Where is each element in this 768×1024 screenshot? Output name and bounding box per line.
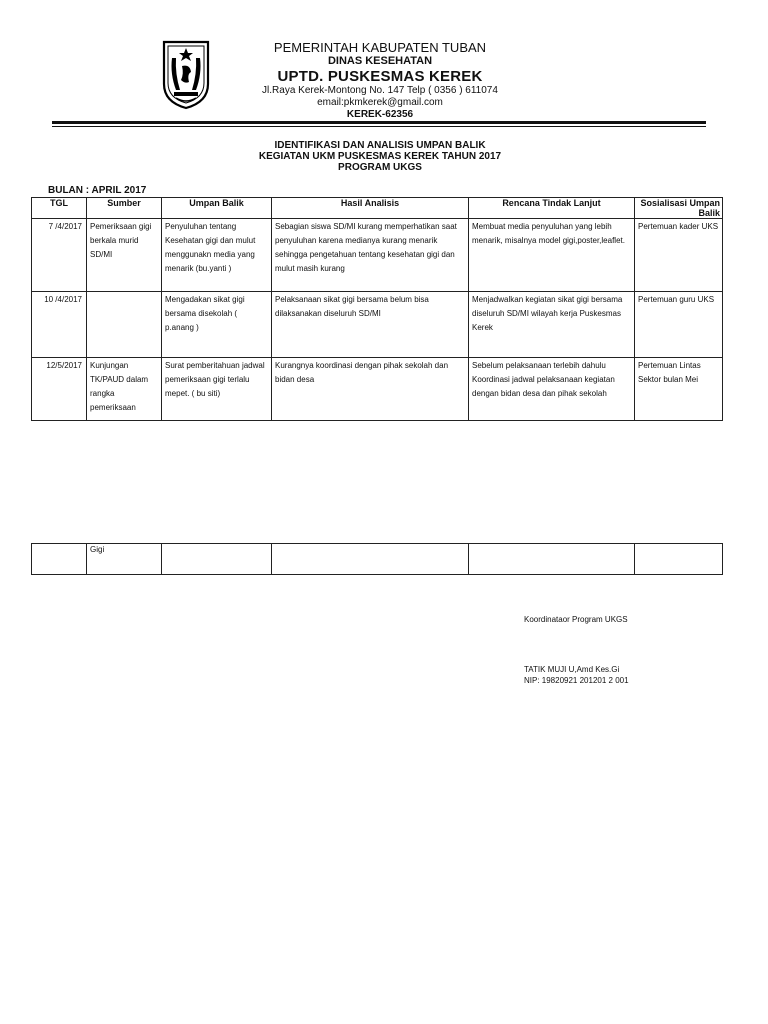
letterhead-divider-thin [52, 126, 706, 127]
table-row [32, 544, 723, 575]
cell-rencana-tindak-lanjut: Sebelum pelaksanaan terlebih dahulu Koordinasi jadwal pelaksanaan kegiatan dengan bidan desa dan pihak sekolah [469, 358, 635, 421]
cell-hasil-analisis [272, 544, 469, 575]
tuban-regency-crest-icon [160, 38, 212, 110]
cell-sumber [87, 292, 162, 358]
cell-sosialisasi [635, 544, 723, 575]
header-sosialisasi: Sosialisasi Umpan Balik [635, 198, 723, 219]
header-hasil-analisis: Hasil Analisis [272, 198, 469, 219]
document-title [150, 140, 610, 173]
title-line-2: KEGIATAN UKM PUSKESMAS KEREK TAHUN 2017 [258, 151, 502, 162]
title-line-1: IDENTIFIKASI DAN ANALISIS UMPAN BALIK [274, 140, 486, 151]
table-header-row [32, 198, 723, 219]
letterhead-department: DINAS KESEHATAN [327, 55, 433, 67]
cell-rencana-tindak-lanjut: Membuat media penyuluhan yang lebih menarik, misalnya model gigi,poster,leaflet. [469, 219, 635, 292]
letterhead-institution: UPTD. PUSKESMAS KEREK [277, 68, 483, 85]
letterhead-address: Jl.Raya Kerek-Montong No. 147 Telp ( 0356 ) 611074 [262, 85, 498, 96]
header-umpan-balik: Umpan Balik [162, 198, 272, 219]
cell-tgl: 12/5/2017 [32, 358, 87, 421]
cell-umpan-balik: Mengadakan sikat gigi bersama disekolah ( p.anang ) [162, 292, 272, 358]
cell-sumber: Gigi [87, 544, 162, 575]
cell-hasil-analisis: Pelaksanaan sikat gigi bersama belum bisa dilaksanakan diseluruh SD/MI [272, 292, 469, 358]
cell-sosialisasi: Pertemuan guru UKS [635, 292, 723, 358]
cell-hasil-analisis: Kurangnya koordinasi dengan pihak sekolah dan bidan desa [272, 358, 469, 421]
letterhead-postal: KEREK-62356 [346, 109, 414, 120]
header-rencana-tindak-lanjut: Rencana Tindak Lanjut [469, 198, 635, 219]
header-tgl: TGL [32, 198, 87, 219]
table-row [32, 358, 723, 421]
cell-rencana-tindak-lanjut: Menjadwalkan kegiatan sikat gigi bersama diseluruh SD/MI wilayah kerja Puskesmas Kerek [469, 292, 635, 358]
title-line-3: PROGRAM UKGS [338, 162, 422, 173]
table-row [32, 219, 723, 292]
letterhead-email: email:pkmkerek@gmail.com [317, 97, 443, 108]
cell-umpan-balik: Penyuluhan tentang Kesehatan gigi dan mulut menggunakn media yang menarik (bu.yanti ) [162, 219, 272, 292]
cell-umpan-balik [162, 544, 272, 575]
month-label: BULAN : APRIL 2017 [48, 185, 147, 196]
cell-sumber: Kunjungan TK/PAUD dalam rangka pemeriksaan [87, 358, 162, 421]
cell-tgl [32, 544, 87, 575]
letterhead [230, 40, 530, 121]
letterhead-divider-thick [52, 121, 706, 124]
signature-name: TATIK MUJI U,Amd Kes.Gi [524, 665, 620, 674]
table-row [32, 292, 723, 358]
cell-sosialisasi: Pertemuan Lintas Sektor bulan Mei [635, 358, 723, 421]
cell-tgl: 7 /4/2017 [32, 219, 87, 292]
header-sumber: Sumber [87, 198, 162, 219]
feedback-table [31, 197, 723, 421]
cell-sosialisasi: Pertemuan kader UKS [635, 219, 723, 292]
letterhead-government: PEMERINTAH KABUPATEN TUBAN [273, 40, 487, 55]
cell-rencana-tindak-lanjut [469, 544, 635, 575]
signature-nip: NIP: 19820921 201201 2 001 [524, 676, 629, 685]
cell-hasil-analisis: Sebagian siswa SD/MI kurang memperhatikan saat penyuluhan karena medianya kurang menarik sehingga pengetahuan tentang kesehatan gigi dan mulut masih kurang [272, 219, 469, 292]
cell-sumber: Pemeriksaan gigi berkala murid SD/MI [87, 219, 162, 292]
signature-role: Koordinataor Program UKGS [524, 615, 628, 624]
continuation-table [31, 543, 723, 575]
cell-tgl: 10 /4/2017 [32, 292, 87, 358]
cell-umpan-balik: Surat pemberitahuan jadwal pemeriksaan gigi terlalu mepet. ( bu siti) [162, 358, 272, 421]
